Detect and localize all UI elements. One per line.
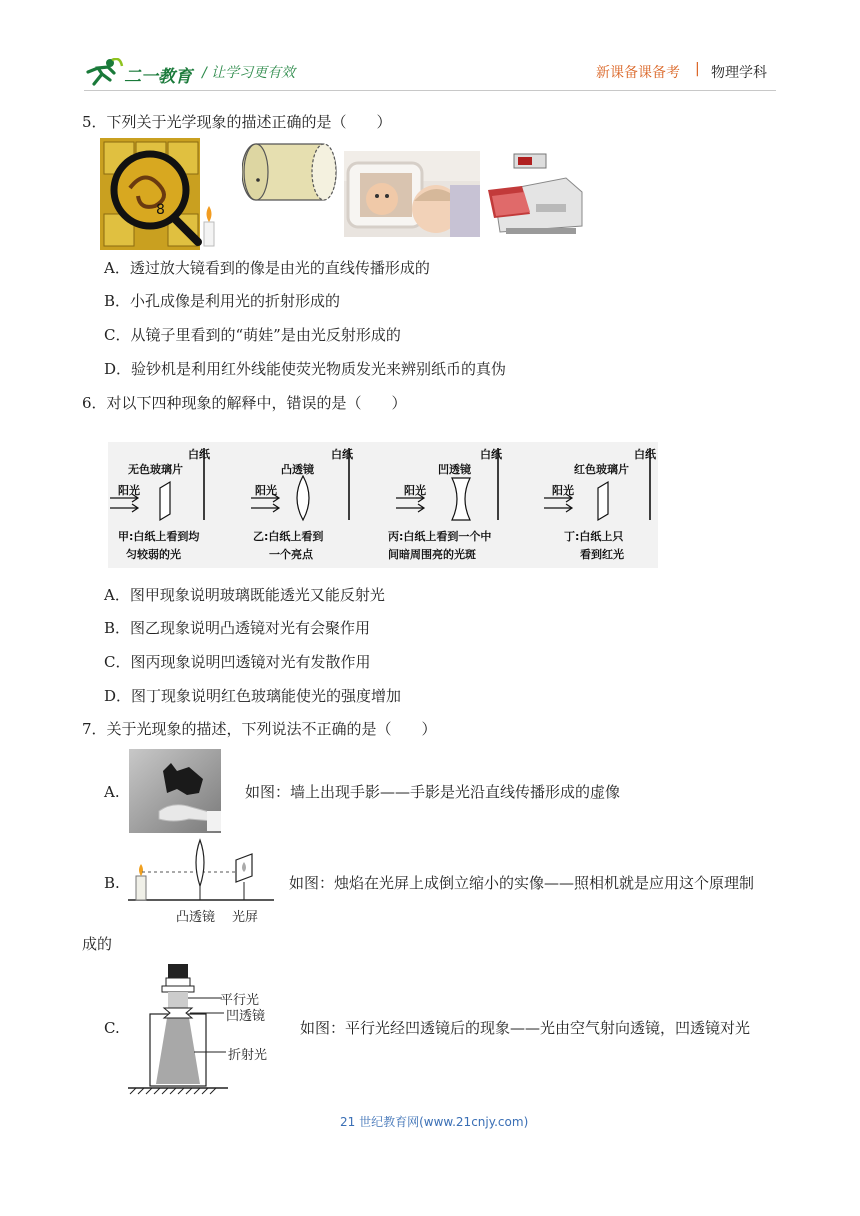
q7-option-a-text: 如图：墙上出现手影——手影是光沿直线传播形成的虚像	[245, 783, 621, 801]
caption-line-2: 间暗周围亮的光斑	[388, 548, 476, 561]
q7-image-hand-shadow	[129, 749, 221, 833]
light-label: 阳光	[552, 484, 574, 497]
svg-text:8: 8	[156, 202, 165, 218]
caption-line-1: 乙:白纸上看到	[253, 530, 324, 543]
paper-label: 白纸	[188, 448, 210, 461]
ray-diagram-convex-lens	[245, 442, 382, 522]
q7-diagram-camera-principle	[128, 838, 278, 926]
paper-label: 白纸	[331, 448, 353, 461]
q6-panel-ding	[522, 442, 658, 568]
q6-option-a: A．图甲现象说明玻璃既能透光又能反射光	[104, 586, 385, 604]
element-label: 凹透镜	[438, 463, 471, 476]
header-subject: 物理学科	[711, 65, 767, 81]
q5-image-mirror-baby	[344, 151, 480, 237]
ray-diagram-red-glass	[522, 442, 658, 522]
caption-line-1: 丁:白纸上只	[564, 530, 624, 543]
refracted-light-label: 折射光	[228, 1048, 268, 1063]
q5-image-magnifier	[100, 138, 224, 250]
parallel-light-label: 平行光	[220, 993, 260, 1008]
q7-option-a-letter: A.	[104, 783, 120, 801]
header-divider	[84, 90, 776, 91]
q5-option-d: D．验钞机是利用红外线能使荧光物质发光来辨别纸币的真伪	[104, 360, 507, 378]
element-label: 凸透镜	[281, 463, 314, 476]
q7-option-b-continuation: 成的	[82, 935, 113, 953]
paper-label: 白纸	[634, 448, 656, 461]
q6-option-b: B．图乙现象说明凸透镜对光有会聚作用	[104, 619, 371, 637]
caption-line-1: 甲:白纸上看到均	[118, 530, 200, 543]
light-label: 阳光	[404, 484, 426, 497]
element-label: 无色玻璃片	[128, 463, 183, 476]
question-5-stem: 5．下列关于光学现象的描述正确的是（ ）	[82, 113, 392, 131]
logo-text: 二一教育	[124, 67, 192, 87]
caption-line-1: 丙:白纸上看到一个中	[388, 530, 492, 543]
concave-lens-label: 凹透镜	[226, 1009, 266, 1024]
q5-option-c: C．从镜子里看到的“萌娃”是由光反射形成的	[104, 326, 401, 344]
q6-option-d: D．图丁现象说明红色玻璃能使光的强度增加	[104, 687, 402, 705]
q7-diagram-concave-lens	[128, 960, 288, 1096]
q6-panel-yi	[245, 442, 382, 568]
light-label: 阳光	[118, 484, 140, 497]
q5-option-a: A．透过放大镜看到的像是由光的直线传播形成的	[104, 259, 430, 277]
q7-option-b-letter: B.	[104, 874, 120, 892]
q7-option-c-text: 如图：平行光经凹透镜后的现象——光由空气射向透镜，凹透镜对光	[300, 1019, 751, 1037]
caption-line-2: 一个亮点	[269, 548, 313, 561]
caption-line-2: 匀较弱的光	[126, 548, 181, 561]
q6-option-c: C．图丙现象说明凹透镜对光有发散作用	[104, 653, 371, 671]
header-separator: |	[695, 61, 700, 77]
paper-label: 白纸	[480, 448, 502, 461]
q5-image-cylinder	[242, 140, 338, 204]
q5-image-money-detector	[486, 152, 586, 236]
q6-figure	[108, 442, 658, 568]
ray-diagram-concave-lens	[382, 442, 522, 522]
light-label: 阳光	[255, 484, 277, 497]
q7-option-b-text: 如图：烛焰在光屏上成倒立缩小的实像——照相机就是应用这个原理制	[289, 874, 755, 892]
header	[0, 0, 860, 100]
logo-runner-icon	[84, 58, 124, 86]
question-6-stem: 6．对以下四种现象的解释中，错误的是（ ）	[82, 394, 407, 412]
footer-source: 21 世纪教育网(www.21cnjy.com)	[340, 1115, 529, 1129]
convex-lens-label: 凸透镜	[176, 910, 216, 925]
q6-panel-jia	[108, 442, 245, 568]
screen-label: 光屏	[232, 910, 259, 925]
header-slogan: / 让学习更有效	[202, 65, 296, 81]
q5-option-b: B．小孔成像是利用光的折射形成的	[104, 292, 341, 310]
element-label: 红色玻璃片	[574, 463, 629, 476]
caption-line-2: 看到红光	[580, 548, 624, 561]
ray-diagram-glass	[108, 442, 245, 522]
q7-option-c-letter: C.	[104, 1019, 120, 1037]
question-7-stem: 7．关于光现象的描述，下列说法不正确的是（ ）	[82, 720, 437, 738]
header-course-label: 新课备课备考	[596, 65, 680, 81]
q6-panel-bing	[382, 442, 522, 568]
